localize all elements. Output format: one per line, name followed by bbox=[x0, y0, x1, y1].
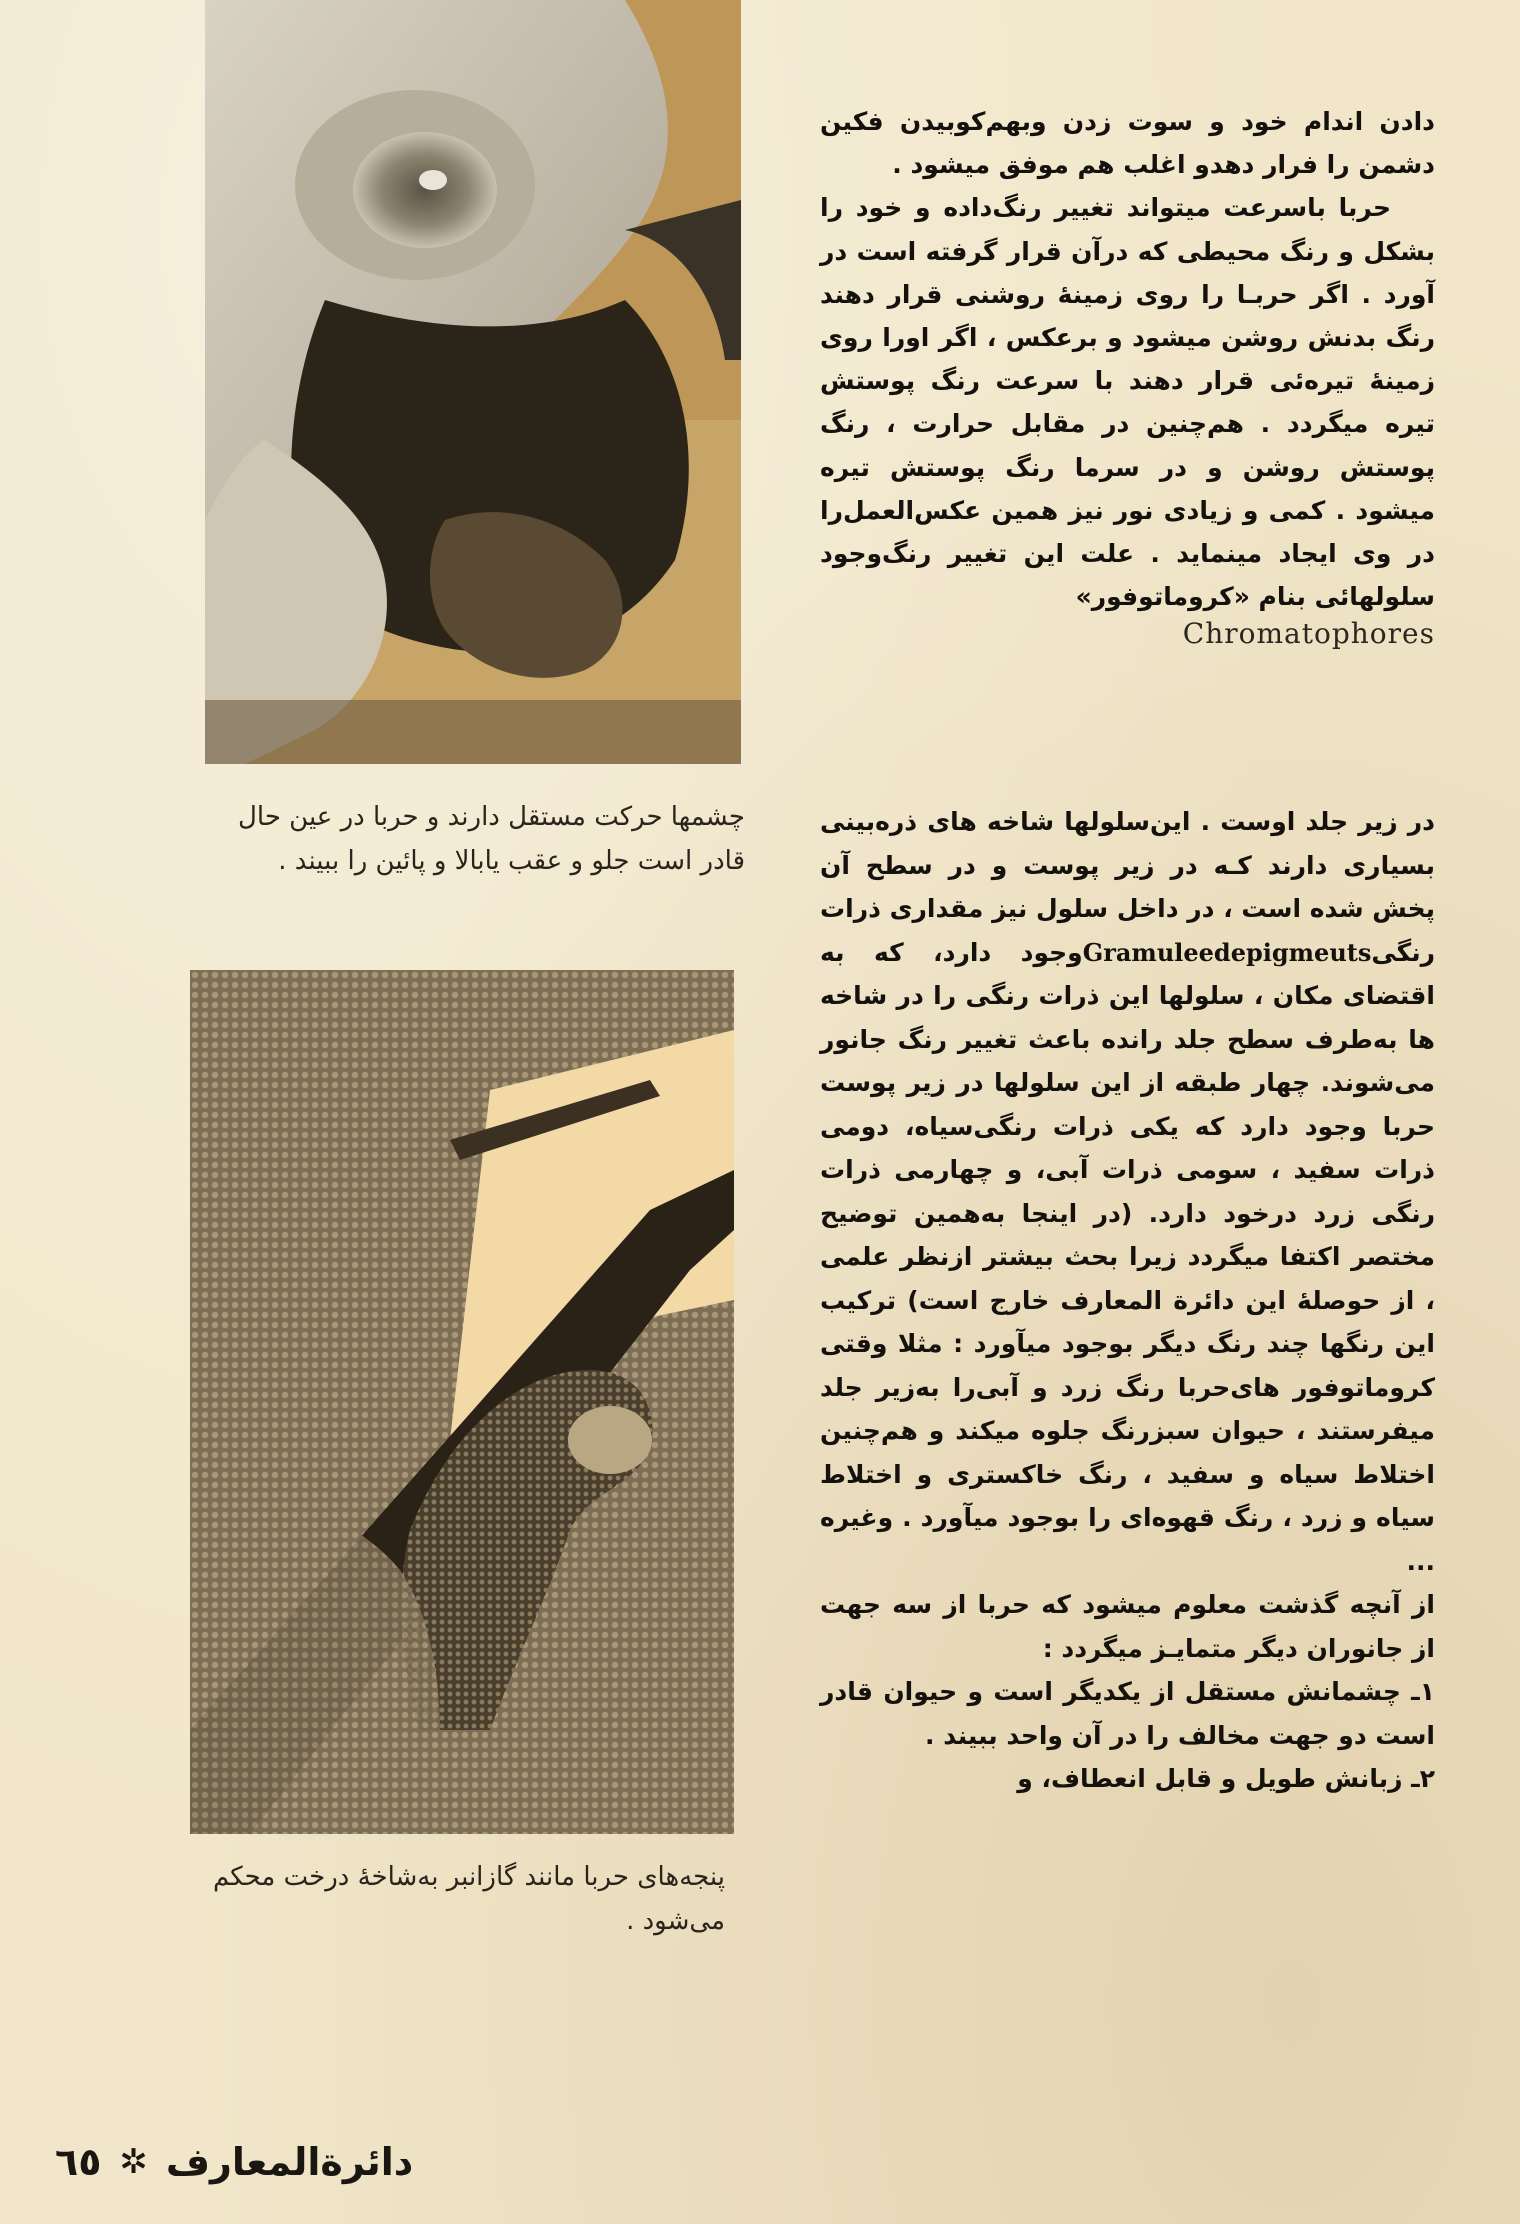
paragraph-2: حربا باسرعت میتواند تغییر رنگ‌داده و خود را بشکل و رنگ محیطی که درآن قرار گرفته است در آورد . اگر حربـا را روی زمینهٔ روشنی قرار دهند رنگ بدنش روشن میشود و برعکس ، اگر اورا روی زمینهٔ تیره‌ئی قرار دهند با سرعت رنگ پوستش تیره میگردد . هم‌چنین در مقابل حرارت ، رنگ پوستش روشن و در سرما رنگ پوستش تیره میشود . کمی و زیادی نور نیز همین عکس‌العمل‌را در وی ایجاد مینماید . علت این تغییر رنگ‌وجود سلولهائی بنام «کروماتوفور» bbox=[820, 193, 1435, 612]
chameleon-head-illustration bbox=[205, 0, 741, 764]
list-item-1: ۱ـ چشمانش مستقل از یکدیگر است و حیوان قادر است دو جهت مخالف را در آن واحد ببیند . bbox=[820, 1677, 1435, 1750]
granules-term: Gramuleedepigmeuts bbox=[1082, 937, 1372, 967]
chameleon-foot-illustration bbox=[190, 970, 734, 1834]
chameleon-head-photo bbox=[205, 0, 741, 764]
chameleon-foot-photo bbox=[190, 970, 734, 1834]
paragraph-3 bbox=[820, 800, 1435, 1583]
paragraph-1: دادن اندام خود و سوت زدن وبهم‌کوبیدن فکین دشمن را فرار دهدو اغلب هم موفق میشود . bbox=[820, 107, 1435, 180]
page-footer bbox=[55, 2140, 413, 2184]
list-item-2: ۲ـ زبانش طویل و قابل انعطاف، و bbox=[1017, 1764, 1435, 1793]
footer-title: دائرةالمعارف bbox=[165, 2140, 414, 2184]
paragraph-3-end: وجود دارد، که به اقتضای مکان ، سلولها این ذرات رنگی را در شاخه ها به‌طرف سطح جلد رانده باعث تغییر رنگ جانور می‌شوند. چهار طبقه از این سلولها در زیر پوست حربا وجود دارد که یکی ذرات رنگی‌سیاه، دومی ذرات سفید ، سومی ذرات آبی، و چهارمی ذرات رنگی زرد درخود دارد. (در اینجا به‌همین توضیح مختصر اکتفا میگردد زیرا بحث بیشتر ازنظر علمی ، از حوصلهٔ این دائرة المعارف خارج است) ترکیب این رنگها چند رنگ دیگر بوجود میآورد : مثلا وقتی کروماتوفور های‌حربا رنگ زرد و آبی‌را به‌زیر جلد میفرستند ، حیوان سبزرنگ جلوه میکند و هم‌چنین اختلاط سیاه و سفید ، رنگ خاکستری و اختلاط سیاه و زرد ، رنگ قهوه‌ای را بوجود میآورد . وغیره ... bbox=[820, 937, 1435, 1576]
paragraph-3-start: در زیر جلد اوست . این‌سلولها شاخه های ذره‌بینی بسیاری دارند کـه در زیر پوست و در سطح آن پخش شده است ، در داخل سلول نیز مقداری ذرات رنگی bbox=[820, 807, 1435, 967]
article-column-bottom bbox=[820, 800, 1435, 1801]
bottom-photo-caption: پنجه‌های حربا مانند گازانبر به‌شاخهٔ درخت محکم می‌شود . bbox=[212, 1862, 725, 1936]
star-separator-icon: ✲ bbox=[119, 2142, 148, 2182]
paragraph-4: از آنچه گذشت معلوم میشود که حربا از سه جهت از جانوران دیگر متمایـز میگردد : bbox=[820, 1590, 1435, 1663]
chromatophores-term: Chromatophores bbox=[1182, 617, 1435, 651]
page-number: ٦٥ bbox=[55, 2140, 102, 2184]
top-photo-caption: چشمها حرکت مستقل دارند و حربا در عین حال قادر است جلو و عقب یابالا و پائین را ببیند . bbox=[238, 802, 745, 876]
article-column-top bbox=[820, 100, 1435, 652]
